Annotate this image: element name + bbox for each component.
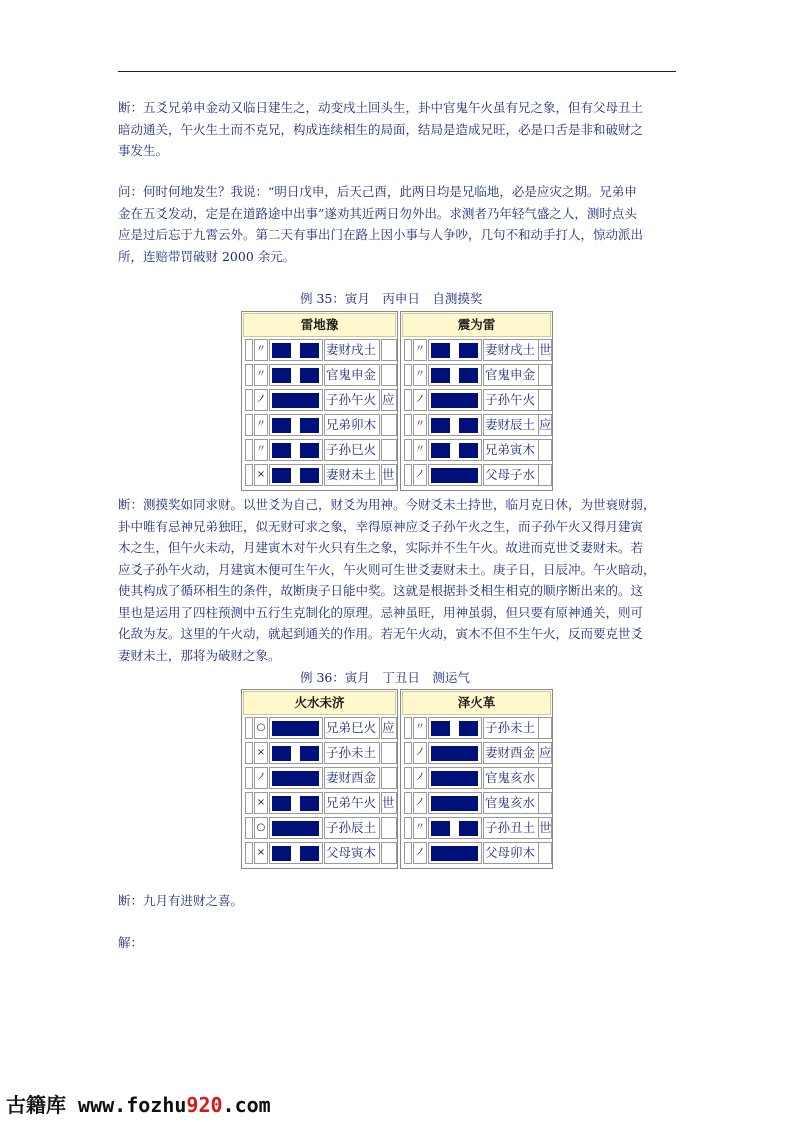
yao-label: 子孙午火	[324, 389, 380, 411]
yao-row	[243, 388, 396, 411]
yao-line	[428, 389, 482, 411]
row-spacer	[245, 742, 253, 764]
yin-line-bar-left	[431, 721, 450, 736]
yao-label: 兄弟巳火	[324, 717, 380, 739]
yao-tag: 世	[538, 339, 552, 361]
yao-row	[243, 816, 396, 839]
yao-tag	[538, 717, 552, 739]
watermark-cn: 古籍库	[6, 1093, 66, 1117]
text-line: 所，连赔带罚破财 2000 余元。	[118, 248, 296, 264]
yao-tag: 应	[381, 389, 397, 411]
yin-line-bar-right	[300, 846, 319, 861]
yao-label: 子孙巳火	[324, 439, 380, 461]
row-spacer	[404, 767, 412, 789]
hexagram-table-ex35-right	[400, 311, 553, 491]
yao-row	[402, 338, 551, 361]
yin-line-bar-left	[431, 368, 450, 383]
row-spacer	[404, 439, 412, 461]
row-spacer	[404, 842, 412, 864]
row-spacer	[245, 339, 253, 361]
yao-mark: ノ	[413, 842, 427, 864]
row-spacer	[404, 817, 412, 839]
yin-line-bar-left	[272, 368, 291, 383]
yao-row	[243, 413, 396, 436]
yin-line-bar-right	[459, 418, 478, 433]
yao-row	[402, 463, 551, 486]
yao-row	[402, 741, 551, 764]
yao-tag	[538, 792, 552, 814]
yao-line	[428, 439, 482, 461]
text-line: 使其构成了循环相生的条件，故断庚子日能中奖。这就是根据卦爻相生相克的顺序断出来的。这	[118, 583, 644, 598]
yao-line	[269, 767, 323, 789]
watermark-url-black: www.fozhu	[78, 1093, 187, 1117]
example-36-caption: 例 36：寅月 丁丑日 测运气	[300, 670, 470, 685]
yao-row	[243, 841, 396, 864]
yin-line-bar-right	[300, 418, 319, 433]
yao-label: 子孙丑土	[483, 817, 539, 839]
yin-line-bar-left	[272, 746, 291, 761]
row-spacer	[245, 717, 253, 739]
yao-label: 子孙未土	[324, 742, 380, 764]
yao-line	[269, 817, 323, 839]
yao-line	[428, 792, 482, 814]
yao-mark: ×	[254, 464, 268, 486]
yao-line	[269, 464, 323, 486]
yin-line-bar-left	[272, 418, 291, 433]
row-spacer	[245, 767, 253, 789]
yao-mark: ○	[254, 717, 268, 739]
yang-line-bar	[431, 771, 478, 786]
yao-tag	[381, 767, 397, 789]
row-spacer	[245, 792, 253, 814]
yao-line	[269, 339, 323, 361]
yao-line	[269, 439, 323, 461]
yao-label: 妻财戌土	[324, 339, 380, 361]
yao-line	[269, 364, 323, 386]
yao-row	[243, 741, 396, 764]
yao-mark: 〃	[413, 439, 427, 461]
yao-mark: ノ	[413, 767, 427, 789]
yao-label: 妻财戌土	[483, 339, 539, 361]
yao-tag: 应	[538, 742, 552, 764]
row-spacer	[404, 792, 412, 814]
watermark-url-red: 920	[186, 1093, 223, 1117]
yao-row	[243, 338, 396, 361]
yao-label: 官鬼亥水	[483, 767, 539, 789]
yao-tag: 世	[381, 792, 397, 814]
yao-tag: 应	[381, 717, 397, 739]
yao-line	[269, 414, 323, 436]
yao-line	[269, 717, 323, 739]
yin-line-bar-right	[300, 796, 319, 811]
yang-line-bar	[431, 393, 478, 408]
yao-line	[428, 339, 482, 361]
yao-label: 兄弟卯木	[324, 414, 380, 436]
row-spacer	[404, 339, 412, 361]
yao-tag	[538, 767, 552, 789]
yao-mark: ノ	[413, 792, 427, 814]
row-spacer	[245, 817, 253, 839]
yao-line	[428, 742, 482, 764]
yao-label: 父母寅木	[324, 842, 380, 864]
yao-row	[243, 716, 396, 739]
yao-line	[428, 842, 482, 864]
text-line: 暗动通关，午火生土而不克兄，构成连续相生的局面，结局是造成兄旺，必是口舌是非和破财之	[118, 121, 644, 137]
yang-line-bar	[272, 771, 319, 786]
row-spacer	[245, 414, 253, 436]
yao-line	[428, 464, 482, 486]
yao-mark: ×	[254, 842, 268, 864]
yao-row	[243, 766, 396, 789]
yao-mark: 〃	[413, 339, 427, 361]
yao-tag	[381, 842, 397, 864]
yang-line-bar	[431, 796, 478, 811]
yin-line-bar-right	[459, 821, 478, 836]
text-line: 应是过后忘于九霄云外。第二天有事出门在路上因小事与人争吵，几句不和动手打人，惊动派出	[118, 227, 644, 242]
yao-mark: ノ	[413, 464, 427, 486]
yang-line-bar	[272, 821, 319, 836]
text-line: 金在五爻发动，定是在道路途中出事”遂劝其近两日勿外出。求测者乃年轻气盛之人，测时点头	[118, 205, 637, 221]
yao-row	[243, 791, 396, 814]
yao-line	[269, 389, 323, 411]
hexagram-name: 泽火革	[402, 691, 551, 715]
yao-row	[402, 841, 551, 864]
yao-label: 子孙辰土	[324, 817, 380, 839]
yao-tag	[381, 817, 397, 839]
paragraph-4	[118, 890, 678, 912]
yao-mark: ノ	[413, 389, 427, 411]
text-line: 问：何时何地发生？我说：“明日戊申，后天己酉，此两日均是兄临地，必是应灾之期。兄弟申	[118, 184, 637, 199]
yao-tag	[381, 439, 397, 461]
top-rule	[118, 71, 676, 72]
yao-line	[428, 817, 482, 839]
yao-label: 妻财未土	[324, 464, 380, 486]
yao-line	[269, 742, 323, 764]
row-spacer	[245, 439, 253, 461]
yao-line	[428, 717, 482, 739]
row-spacer	[404, 717, 412, 739]
yao-row	[402, 791, 551, 814]
yao-tag	[381, 339, 397, 361]
text-line: 应爻子孙午火动，月建寅木便可生午火，午火则可生世爻妻财未土。庚子日，日辰冲。午火暗动，	[118, 561, 656, 577]
row-spacer	[245, 389, 253, 411]
yin-line-bar-right	[300, 368, 319, 383]
yao-mark: ノ	[254, 767, 268, 789]
yin-line-bar-right	[459, 721, 478, 736]
yao-row	[243, 463, 396, 486]
yao-tag	[538, 389, 552, 411]
yao-tag	[381, 364, 397, 386]
hexagram-name: 震为雷	[402, 313, 551, 337]
yin-line-bar-right	[459, 443, 478, 458]
yao-label: 父母子水	[483, 464, 539, 486]
yao-tag	[538, 842, 552, 864]
yao-mark: ×	[254, 792, 268, 814]
yao-tag: 世	[538, 817, 552, 839]
yao-tag: 世	[381, 464, 397, 486]
yin-line-bar-left	[272, 796, 291, 811]
text-line: 卦中唯有忌神兄弟独旺，似无财可求之象，幸得原神应爻子孙午火之生，而子孙午火又得月建寅	[118, 518, 644, 534]
yao-label: 父母卯木	[483, 842, 539, 864]
yin-line-bar-left	[272, 343, 291, 358]
yao-mark: 〃	[413, 364, 427, 386]
yao-label: 子孙午火	[483, 389, 539, 411]
paragraph-1	[118, 97, 678, 162]
yao-label: 官鬼申金	[483, 364, 539, 386]
yao-row	[402, 766, 551, 789]
text-line: 里也是运用了四柱预测中五行生克制化的原理。忌神虽旺，用神虽弱，但只要有原神通关，则可	[118, 604, 644, 620]
paragraph-3	[118, 494, 678, 666]
yao-line	[428, 364, 482, 386]
row-spacer	[404, 389, 412, 411]
yao-tag	[538, 464, 552, 486]
yang-line-bar	[431, 746, 478, 761]
yao-tag	[381, 414, 397, 436]
yin-line-bar-left	[431, 443, 450, 458]
yao-mark: 〃	[254, 414, 268, 436]
yao-row	[402, 363, 551, 386]
yao-label: 妻财酉金	[324, 767, 380, 789]
yao-mark: 〃	[254, 439, 268, 461]
text-line: 木之生，但午火未动，月建寅木对午火只有生之象，实际并不生午火。故进而克世爻妻财未。若	[118, 540, 644, 555]
yin-line-bar-left	[431, 418, 450, 433]
yin-line-bar-left	[272, 846, 291, 861]
yao-mark: 〃	[413, 717, 427, 739]
yao-label: 兄弟寅木	[483, 439, 539, 461]
yao-tag	[538, 439, 552, 461]
yao-tag	[381, 742, 397, 764]
yao-row	[243, 438, 396, 461]
yao-mark: 〃	[254, 339, 268, 361]
yao-mark: ○	[254, 817, 268, 839]
yang-line-bar	[272, 721, 319, 736]
yao-line	[428, 767, 482, 789]
example-35-caption: 例 35：寅月 丙申日 自测摸奖	[300, 291, 483, 306]
yin-line-bar-left	[431, 343, 450, 358]
hexagram-table-ex36-right	[400, 689, 553, 869]
watermark-url	[78, 1093, 271, 1117]
hexagram-name: 雷地豫	[243, 313, 396, 337]
yao-tag	[538, 364, 552, 386]
yao-line	[428, 414, 482, 436]
yao-row	[402, 716, 551, 739]
yin-line-bar-left	[272, 468, 291, 483]
yin-line-bar-right	[459, 343, 478, 358]
yao-row	[402, 816, 551, 839]
yao-label: 官鬼亥水	[483, 792, 539, 814]
paragraph-5	[118, 932, 678, 954]
yao-mark: 〃	[413, 414, 427, 436]
row-spacer	[404, 464, 412, 486]
yao-row	[243, 363, 396, 386]
row-spacer	[404, 742, 412, 764]
yao-label: 子孙未土	[483, 717, 539, 739]
text-line: 解：	[118, 935, 144, 950]
yin-line-bar-right	[459, 368, 478, 383]
yao-mark: ノ	[413, 742, 427, 764]
hexagram-name: 火水未济	[243, 691, 396, 715]
yin-line-bar-right	[300, 468, 319, 483]
row-spacer	[245, 842, 253, 864]
yin-line-bar-right	[300, 343, 319, 358]
yao-row	[402, 388, 551, 411]
yao-label: 兄弟午火	[324, 792, 380, 814]
text-line: 断：九月有进财之喜。	[118, 893, 244, 908]
row-spacer	[404, 414, 412, 436]
row-spacer	[404, 364, 412, 386]
yao-mark: ×	[254, 742, 268, 764]
yao-row	[402, 413, 551, 436]
row-spacer	[245, 464, 253, 486]
text-line: 断：五爻兄弟申金动又临日建生之，动变戌土回头生，卦中官鬼午火虽有兄之象，但有父母丑土	[118, 100, 644, 115]
text-line: 事发生。	[118, 143, 169, 158]
yao-line	[269, 792, 323, 814]
yao-line	[269, 842, 323, 864]
yao-mark: 〃	[254, 364, 268, 386]
text-line: 化敌为友。这里的午火动，就起到通关的作用。若无午火动，寅木不但不生午火，反而要克世爻	[118, 626, 644, 641]
yao-mark: 〃	[413, 817, 427, 839]
watermark-url-tail: .com	[222, 1093, 271, 1117]
yin-line-bar-right	[300, 746, 319, 761]
yang-line-bar	[272, 393, 319, 408]
yin-line-bar-left	[431, 821, 450, 836]
yao-label: 官鬼申金	[324, 364, 380, 386]
text-line: 断：测摸奖如同求财。以世爻为自己，财爻为用神。今财爻未土持世，临月克日休，为世衰财弱，	[118, 497, 656, 512]
yin-line-bar-left	[272, 443, 291, 458]
yao-label: 妻财辰土	[483, 414, 539, 436]
text-line: 妻财未土，那将为破财之象。	[118, 647, 281, 663]
yao-mark: ノ	[254, 389, 268, 411]
site-watermark	[6, 1089, 271, 1118]
hexagram-table-ex36-left	[241, 689, 398, 869]
yang-line-bar	[431, 468, 478, 483]
paragraph-2	[118, 181, 678, 267]
yang-line-bar	[431, 846, 478, 861]
hexagram-table-ex35-left	[241, 311, 398, 491]
yao-row	[402, 438, 551, 461]
row-spacer	[245, 364, 253, 386]
yao-label: 妻财酉金	[483, 742, 539, 764]
yao-tag: 应	[538, 414, 552, 436]
yin-line-bar-right	[300, 443, 319, 458]
